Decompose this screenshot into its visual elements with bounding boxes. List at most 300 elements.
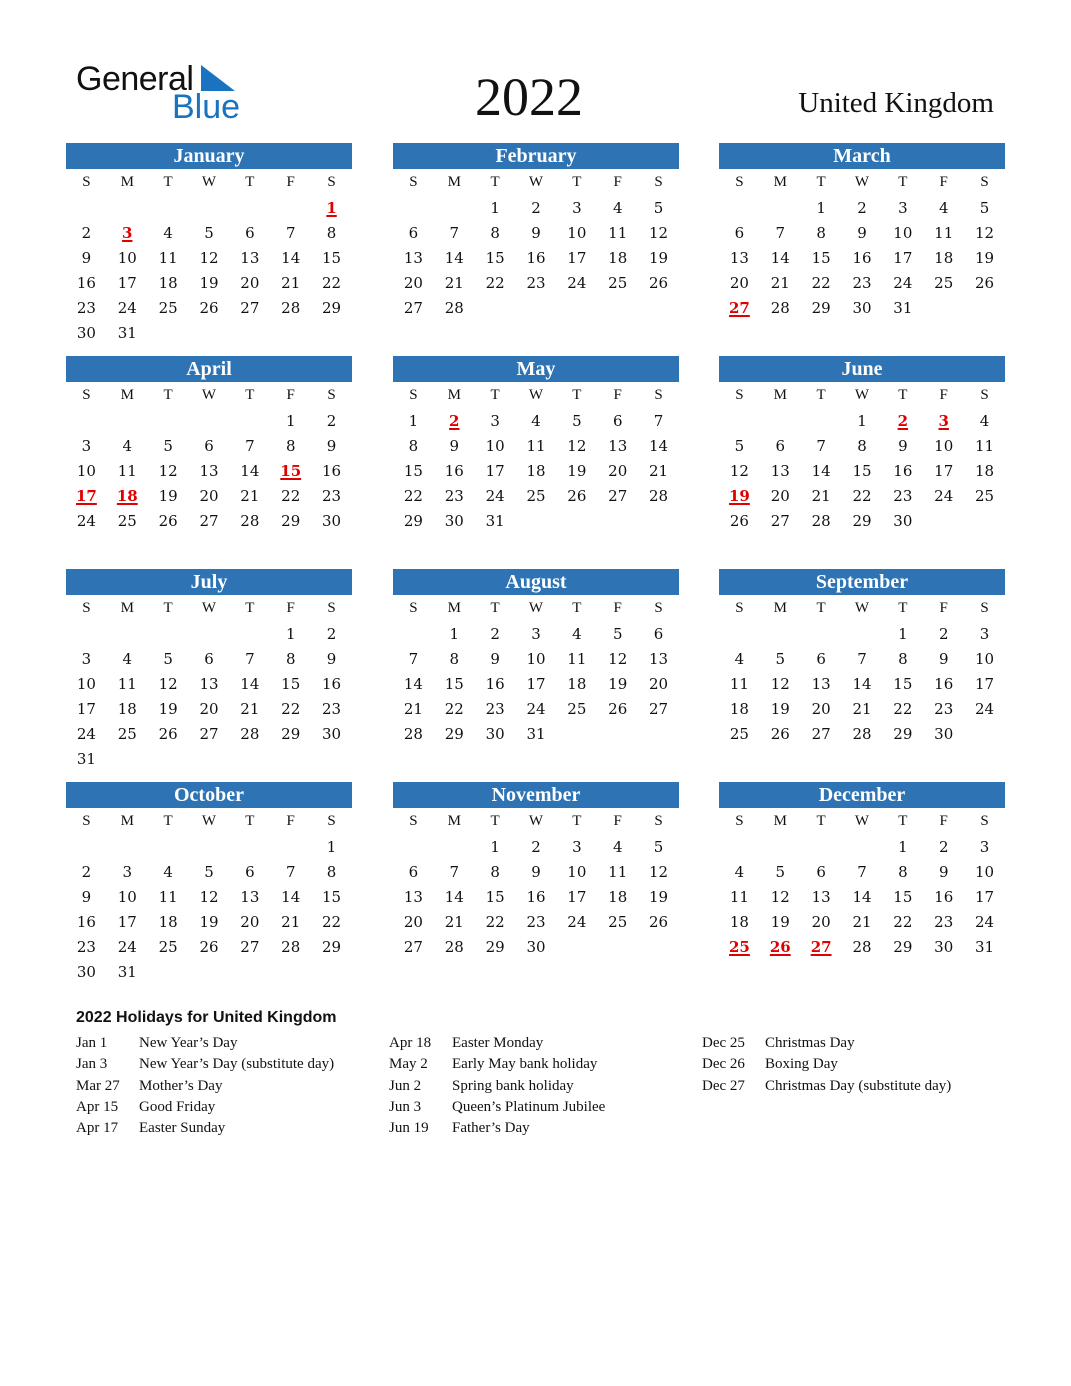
weekday-label: S — [409, 813, 418, 829]
day-cell: 5 — [653, 199, 664, 217]
holiday-row — [76, 1118, 334, 1139]
day-cell: 2 — [857, 199, 867, 217]
day-cell: 6 — [775, 437, 786, 455]
day-cell: 29 — [322, 299, 342, 317]
day-cell: 26 — [975, 274, 995, 292]
day-cell: 11 — [526, 437, 546, 455]
day-cell: 16 — [76, 274, 96, 292]
day-cell: 25 — [975, 487, 995, 505]
holiday-name: New Year’s Day — [139, 1035, 238, 1051]
day-cell: 9 — [449, 437, 460, 455]
day-cell: 12 — [158, 675, 178, 693]
month-august — [393, 569, 679, 747]
day-cell: 8 — [285, 650, 296, 668]
day-cell: 27 — [240, 938, 260, 956]
day-cell: 20 — [199, 700, 219, 718]
empty-day-cell — [719, 196, 760, 221]
day-cell: 14 — [240, 462, 260, 480]
holiday-day-cell: 2 — [449, 412, 460, 430]
holiday-row — [389, 1033, 605, 1054]
month-days-grid — [66, 382, 352, 534]
day-cell: 13 — [770, 462, 790, 480]
day-cell: 18 — [117, 700, 137, 718]
day-cell: 7 — [857, 863, 867, 881]
holiday-column — [389, 1033, 605, 1139]
month-days-grid — [66, 595, 352, 772]
weekday-label: F — [613, 174, 622, 190]
day-cell: 9 — [531, 224, 541, 242]
day-cell: 9 — [490, 650, 500, 668]
day-cell: 8 — [816, 224, 826, 242]
weekday-label: T — [490, 813, 500, 829]
day-cell: 8 — [326, 863, 337, 881]
day-cell: 21 — [649, 462, 669, 480]
day-cell: 6 — [734, 224, 745, 242]
day-cell: 16 — [485, 675, 505, 693]
day-cell: 8 — [898, 650, 908, 668]
weekday-label: M — [447, 600, 461, 616]
holiday-row — [76, 1076, 334, 1097]
weekday-label: M — [120, 813, 134, 829]
day-cell: 4 — [938, 199, 949, 217]
day-cell: 7 — [245, 437, 255, 455]
day-cell: 20 — [608, 462, 628, 480]
empty-day-cell — [760, 622, 801, 647]
day-cell: 10 — [526, 650, 546, 668]
day-cell: 30 — [444, 512, 464, 530]
day-cell: 28 — [444, 938, 464, 956]
day-cell: 24 — [975, 700, 995, 718]
day-cell: 13 — [811, 888, 831, 906]
day-cell: 9 — [531, 863, 541, 881]
day-cell: 31 — [893, 299, 913, 317]
day-cell: 25 — [117, 725, 137, 743]
weekday-label: F — [613, 387, 622, 403]
holiday-name: Christmas Day — [765, 1035, 855, 1051]
year-title: 2022 — [475, 67, 583, 127]
day-cell: 3 — [572, 838, 582, 856]
empty-day-cell — [189, 409, 230, 434]
day-cell: 19 — [770, 700, 790, 718]
day-cell: 9 — [898, 437, 908, 455]
day-cell: 13 — [649, 650, 669, 668]
month-november — [393, 782, 679, 960]
day-cell: 18 — [608, 249, 628, 267]
day-cell: 21 — [852, 913, 872, 931]
day-cell: 15 — [485, 888, 505, 906]
holiday-column — [702, 1033, 951, 1097]
day-cell: 31 — [975, 938, 995, 956]
empty-day-cell — [107, 196, 148, 221]
month-header: June — [719, 356, 1005, 382]
day-cell: 22 — [811, 274, 831, 292]
country-title: United Kingdom — [798, 87, 994, 119]
day-cell: 31 — [117, 324, 137, 342]
day-cell: 8 — [326, 224, 337, 242]
holiday-day-cell: 2 — [897, 412, 909, 430]
day-cell: 24 — [934, 487, 954, 505]
day-cell: 28 — [444, 299, 464, 317]
day-cell: 4 — [122, 437, 133, 455]
empty-day-cell — [148, 835, 189, 860]
day-cell: 30 — [76, 963, 96, 981]
weekday-label: F — [286, 600, 295, 616]
day-cell: 7 — [816, 437, 826, 455]
holiday-day-cell: 3 — [938, 412, 949, 430]
day-cell: 3 — [979, 625, 990, 643]
day-cell: 28 — [770, 299, 790, 317]
day-cell: 21 — [444, 274, 464, 292]
weekday-label: W — [201, 813, 217, 829]
holiday-date: Mar 27 — [76, 1077, 120, 1094]
day-cell: 16 — [76, 913, 96, 931]
day-cell: 15 — [811, 249, 831, 267]
day-cell: 24 — [975, 913, 995, 931]
day-cell: 16 — [934, 888, 954, 906]
day-cell: 23 — [322, 700, 342, 718]
day-cell: 7 — [775, 224, 786, 242]
day-cell: 10 — [485, 437, 505, 455]
day-cell: 31 — [526, 725, 546, 743]
weekday-label: M — [773, 600, 787, 616]
weekday-label: F — [939, 174, 948, 190]
day-cell: 29 — [893, 938, 913, 956]
day-cell: 1 — [898, 625, 908, 643]
weekday-label: S — [654, 600, 663, 616]
holiday-date: Dec 25 — [702, 1035, 745, 1051]
day-cell: 27 — [811, 725, 831, 743]
weekday-label: T — [816, 174, 826, 190]
day-cell: 27 — [403, 299, 423, 317]
weekday-label: F — [613, 600, 622, 616]
day-cell: 27 — [608, 487, 628, 505]
day-cell: 5 — [204, 224, 214, 242]
weekday-label: S — [327, 600, 336, 616]
day-cell: 23 — [852, 274, 872, 292]
weekday-label: F — [286, 174, 295, 190]
weekday-label: M — [447, 174, 461, 190]
weekday-label: S — [654, 174, 663, 190]
day-cell: 7 — [285, 224, 296, 242]
month-header: December — [719, 782, 1005, 808]
day-cell: 26 — [608, 700, 628, 718]
weekday-label: W — [201, 387, 217, 403]
weekday-label: S — [82, 174, 91, 190]
day-cell: 11 — [934, 224, 954, 242]
weekday-label: S — [654, 387, 663, 403]
month-header: February — [393, 143, 679, 169]
day-cell: 7 — [245, 650, 255, 668]
day-cell: 3 — [81, 437, 92, 455]
day-cell: 6 — [408, 863, 419, 881]
weekday-label: W — [854, 600, 870, 616]
day-cell: 15 — [281, 675, 301, 693]
empty-day-cell — [801, 835, 842, 860]
day-cell: 12 — [649, 863, 669, 881]
month-days-grid — [393, 382, 679, 534]
day-cell: 13 — [403, 249, 423, 267]
day-cell: 14 — [403, 675, 423, 693]
day-cell: 25 — [526, 487, 546, 505]
month-march — [719, 143, 1005, 321]
holiday-date: May 2 — [389, 1056, 428, 1073]
day-cell: 23 — [76, 299, 96, 317]
weekday-label: T — [898, 600, 908, 616]
day-cell: 6 — [245, 863, 255, 881]
day-cell: 27 — [240, 299, 260, 317]
empty-day-cell — [801, 622, 842, 647]
day-cell: 12 — [649, 224, 669, 242]
holiday-day-cell: 26 — [769, 938, 791, 956]
day-cell: 21 — [811, 487, 831, 505]
weekday-label: F — [613, 813, 622, 829]
day-cell: 4 — [979, 412, 990, 430]
day-cell: 8 — [857, 437, 867, 455]
day-cell: 10 — [567, 863, 587, 881]
day-cell: 27 — [199, 725, 219, 743]
day-cell: 7 — [653, 412, 664, 430]
month-days-grid — [719, 382, 1005, 534]
day-cell: 6 — [816, 650, 826, 668]
day-cell: 10 — [975, 650, 995, 668]
day-cell: 4 — [612, 838, 623, 856]
day-cell: 17 — [975, 675, 995, 693]
day-cell: 29 — [281, 512, 301, 530]
month-april — [66, 356, 352, 534]
day-cell: 8 — [898, 863, 908, 881]
day-cell: 26 — [729, 512, 749, 530]
month-header: May — [393, 356, 679, 382]
day-cell: 20 — [240, 274, 260, 292]
empty-day-cell — [760, 409, 801, 434]
holiday-row — [389, 1118, 605, 1139]
day-cell: 24 — [485, 487, 505, 505]
day-cell: 29 — [485, 938, 505, 956]
day-cell: 24 — [567, 913, 587, 931]
day-cell: 3 — [572, 199, 582, 217]
holiday-name: Spring bank holiday — [452, 1077, 574, 1094]
weekday-label: T — [163, 600, 173, 616]
empty-day-cell — [66, 409, 107, 434]
day-cell: 28 — [281, 938, 301, 956]
day-cell: 14 — [649, 437, 669, 455]
day-cell: 11 — [729, 675, 749, 693]
day-cell: 19 — [975, 249, 995, 267]
day-cell: 26 — [567, 487, 587, 505]
day-cell: 25 — [608, 913, 628, 931]
day-cell: 26 — [649, 913, 669, 931]
holiday-name: Easter Sunday — [139, 1120, 226, 1137]
day-cell: 19 — [158, 487, 178, 505]
holiday-row — [76, 1054, 334, 1075]
day-cell: 19 — [649, 888, 669, 906]
empty-day-cell — [66, 835, 107, 860]
day-cell: 10 — [975, 863, 995, 881]
day-cell: 31 — [485, 512, 505, 530]
day-cell: 15 — [322, 249, 342, 267]
day-cell: 15 — [322, 888, 342, 906]
day-cell: 14 — [811, 462, 831, 480]
day-cell: 21 — [852, 700, 872, 718]
weekday-label: S — [735, 813, 744, 829]
day-cell: 20 — [811, 913, 831, 931]
day-cell: 20 — [240, 913, 260, 931]
logo — [76, 60, 246, 126]
day-cell: 6 — [408, 224, 419, 242]
weekday-label: M — [120, 600, 134, 616]
day-cell: 18 — [975, 462, 995, 480]
empty-day-cell — [719, 409, 760, 434]
day-cell: 10 — [76, 675, 96, 693]
day-cell: 14 — [281, 249, 301, 267]
day-cell: 1 — [898, 838, 908, 856]
day-cell: 20 — [770, 487, 790, 505]
day-cell: 24 — [893, 274, 913, 292]
weekday-label: T — [245, 813, 255, 829]
day-cell: 4 — [163, 863, 173, 881]
day-cell: 25 — [567, 700, 587, 718]
day-cell: 15 — [893, 675, 913, 693]
day-cell: 2 — [531, 199, 541, 217]
holiday-day-cell: 19 — [728, 487, 750, 505]
holiday-row — [76, 1033, 334, 1054]
month-days-grid — [719, 808, 1005, 960]
holiday-day-cell: 15 — [280, 462, 302, 480]
day-cell: 11 — [117, 462, 137, 480]
holiday-row — [702, 1054, 951, 1075]
weekday-label: S — [980, 174, 989, 190]
holiday-row — [389, 1097, 605, 1118]
day-cell: 25 — [608, 274, 628, 292]
month-october — [66, 782, 352, 985]
empty-day-cell — [148, 196, 189, 221]
holiday-name: Queen’s Platinum Jubilee — [452, 1098, 606, 1115]
weekday-label: T — [490, 387, 500, 403]
empty-day-cell — [229, 409, 270, 434]
weekday-label: W — [528, 174, 544, 190]
day-cell: 1 — [449, 625, 460, 643]
weekday-label: S — [82, 600, 91, 616]
weekday-label: S — [409, 174, 418, 190]
day-cell: 13 — [240, 888, 260, 906]
day-cell: 5 — [979, 199, 990, 217]
month-header: August — [393, 569, 679, 595]
day-cell: 17 — [76, 700, 96, 718]
holiday-date: Apr 17 — [76, 1120, 119, 1137]
empty-day-cell — [393, 196, 434, 221]
empty-day-cell — [719, 622, 760, 647]
day-cell: 19 — [158, 700, 178, 718]
day-cell: 14 — [281, 888, 301, 906]
day-cell: 5 — [572, 412, 582, 430]
day-cell: 20 — [811, 700, 831, 718]
day-cell: 22 — [893, 913, 913, 931]
day-cell: 16 — [934, 675, 954, 693]
empty-day-cell — [393, 622, 434, 647]
month-days-grid — [719, 169, 1005, 321]
holiday-name: Father’s Day — [452, 1120, 530, 1137]
day-cell: 30 — [934, 725, 954, 743]
day-cell: 8 — [490, 224, 500, 242]
empty-day-cell — [760, 835, 801, 860]
holiday-day-cell: 27 — [810, 938, 832, 956]
day-cell: 29 — [444, 725, 464, 743]
day-cell: 11 — [608, 224, 628, 242]
month-days-grid — [393, 169, 679, 321]
day-cell: 30 — [322, 512, 342, 530]
empty-day-cell — [393, 835, 434, 860]
holiday-date: Jun 3 — [389, 1098, 422, 1115]
empty-day-cell — [229, 835, 270, 860]
empty-day-cell — [434, 835, 475, 860]
empty-day-cell — [189, 196, 230, 221]
day-cell: 26 — [199, 938, 219, 956]
weekday-label: T — [490, 600, 500, 616]
holiday-row — [76, 1097, 334, 1118]
day-cell: 21 — [240, 700, 260, 718]
holiday-day-cell: 3 — [122, 224, 133, 242]
day-cell: 1 — [816, 199, 826, 217]
day-cell: 27 — [199, 512, 219, 530]
weekday-label: T — [245, 600, 255, 616]
holiday-name: Christmas Day (substitute day) — [765, 1077, 952, 1094]
holiday-name: Mother’s Day — [139, 1077, 223, 1094]
day-cell: 17 — [485, 462, 505, 480]
month-july — [66, 569, 352, 772]
day-cell: 16 — [852, 249, 872, 267]
weekday-label: T — [898, 387, 908, 403]
day-cell: 24 — [76, 725, 96, 743]
day-cell: 1 — [857, 412, 867, 430]
day-cell: 1 — [285, 412, 296, 430]
day-cell: 29 — [403, 512, 423, 530]
weekday-label: T — [163, 387, 173, 403]
weekday-label: S — [735, 387, 744, 403]
day-cell: 18 — [158, 274, 178, 292]
day-cell: 1 — [326, 838, 337, 856]
day-cell: 22 — [322, 274, 342, 292]
holiday-day-cell: 27 — [728, 299, 750, 317]
weekday-label: T — [572, 813, 582, 829]
day-cell: 2 — [326, 625, 337, 643]
day-cell: 29 — [281, 725, 301, 743]
day-cell: 27 — [403, 938, 423, 956]
day-cell: 30 — [485, 725, 505, 743]
holiday-row — [702, 1076, 951, 1097]
day-cell: 21 — [444, 913, 464, 931]
day-cell: 20 — [403, 274, 423, 292]
day-cell: 2 — [531, 838, 541, 856]
empty-day-cell — [229, 622, 270, 647]
day-cell: 3 — [122, 863, 133, 881]
day-cell: 12 — [199, 888, 219, 906]
weekday-label: S — [735, 174, 744, 190]
day-cell: 16 — [526, 249, 546, 267]
day-cell: 2 — [81, 863, 92, 881]
day-cell: 22 — [322, 913, 342, 931]
weekday-label: S — [980, 813, 989, 829]
empty-day-cell — [189, 622, 230, 647]
day-cell: 10 — [117, 249, 137, 267]
day-cell: 24 — [117, 299, 137, 317]
day-cell: 26 — [158, 512, 178, 530]
day-cell: 30 — [893, 512, 913, 530]
day-cell: 27 — [770, 512, 790, 530]
holiday-date: Jun 19 — [389, 1120, 429, 1137]
day-cell: 16 — [893, 462, 913, 480]
day-cell: 15 — [852, 462, 872, 480]
day-cell: 1 — [490, 838, 500, 856]
